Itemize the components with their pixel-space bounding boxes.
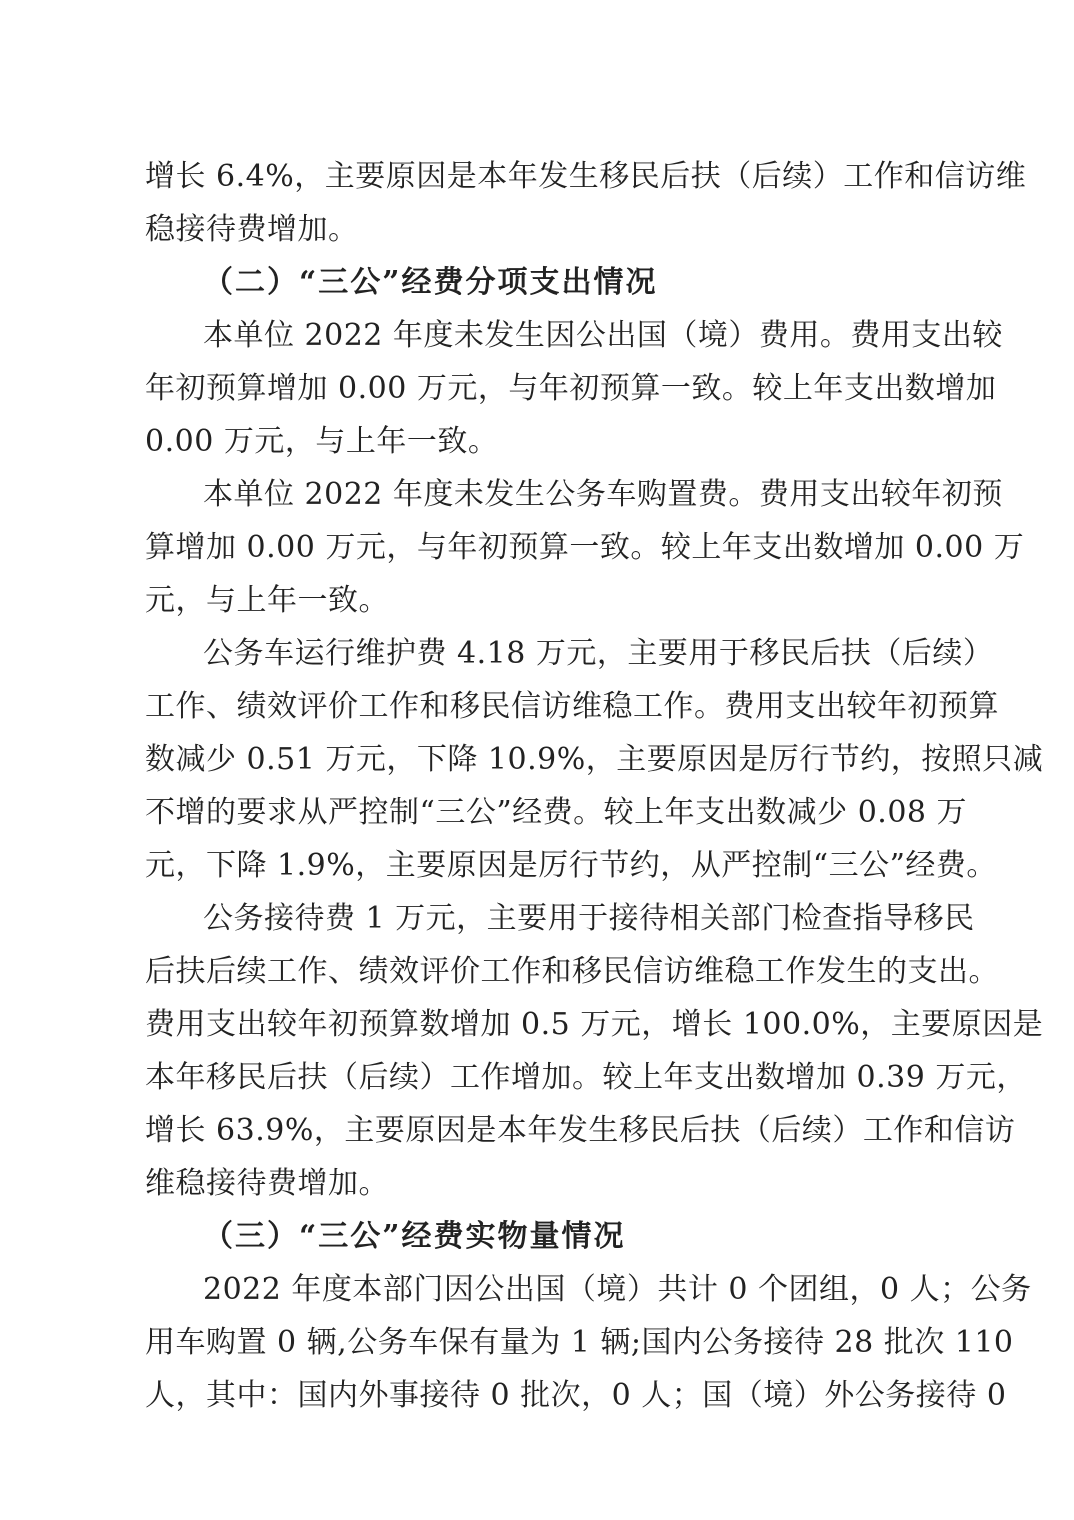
text-line-16: 后扶后续工作、绩效评价工作和移民信访维稳工作发生的支出。 — [145, 954, 999, 989]
text-line-22: 2022 年度本部门因公出国（境）共计 0 个团组，0 人；公务 — [203, 1272, 1032, 1307]
text-line-9: 元，与上年一致。 — [145, 583, 389, 618]
text-line-20: 维稳接待费增加。 — [145, 1166, 389, 1201]
section-heading-3: （三）“三公”经费实物量情况 — [203, 1219, 626, 1254]
text-line-6: 0.00 万元，与上年一致。 — [145, 424, 499, 459]
text-line-19: 增长 63.9%，主要原因是本年发生移民后扶（后续）工作和信访 — [145, 1113, 1016, 1148]
text-line-2: 稳接待费增加。 — [145, 212, 359, 247]
text-line-11: 工作、绩效评价工作和移民信访维稳工作。费用支出较年初预算 — [145, 689, 999, 724]
text-line-12: 数减少 0.51 万元，下降 10.9%，主要原因是厉行节约，按照只减 — [145, 742, 1044, 777]
document-page — [145, 150, 1044, 1422]
text-line-8: 算增加 0.00 万元，与年初预算一致。较上年支出数增加 0.00 万 — [145, 530, 1025, 565]
text-line-10: 公务车运行维护费 4.18 万元，主要用于移民后扶（后续） — [203, 636, 994, 671]
text-line-18: 本年移民后扶（后续）工作增加。较上年支出数增加 0.39 万元， — [145, 1060, 1027, 1095]
text-line-14: 元，下降 1.9%，主要原因是厉行节约，从严控制“三公”经费。 — [145, 848, 997, 883]
section-heading-2: （二）“三公”经费分项支出情况 — [203, 265, 658, 300]
text-line-24: 人，其中：国内外事接待 0 批次，0 人；国（境）外公务接待 0 — [145, 1378, 1007, 1413]
text-line-7: 本单位 2022 年度未发生公务车购置费。费用支出较年初预 — [203, 477, 1003, 512]
text-line-17: 费用支出较年初预算数增加 0.5 万元，增长 100.0%，主要原因是 — [145, 1007, 1044, 1042]
text-line-15: 公务接待费 1 万元，主要用于接待相关部门检查指导移民 — [203, 901, 975, 936]
text-line-13: 不增的要求从严控制“三公”经费。较上年支出数减少 0.08 万 — [145, 795, 968, 830]
text-line-23: 用车购置 0 辆,公务车保有量为 1 辆;国内公务接待 28 批次 110 — [145, 1325, 1014, 1360]
text-line-4: 本单位 2022 年度未发生因公出国（境）费用。费用支出较 — [203, 318, 1003, 353]
text-line-1: 增长 6.4%，主要原因是本年发生移民后扶（后续）工作和信访维 — [145, 159, 1027, 194]
text-line-5: 年初预算增加 0.00 万元，与年初预算一致。较上年支出数增加 — [145, 371, 997, 406]
